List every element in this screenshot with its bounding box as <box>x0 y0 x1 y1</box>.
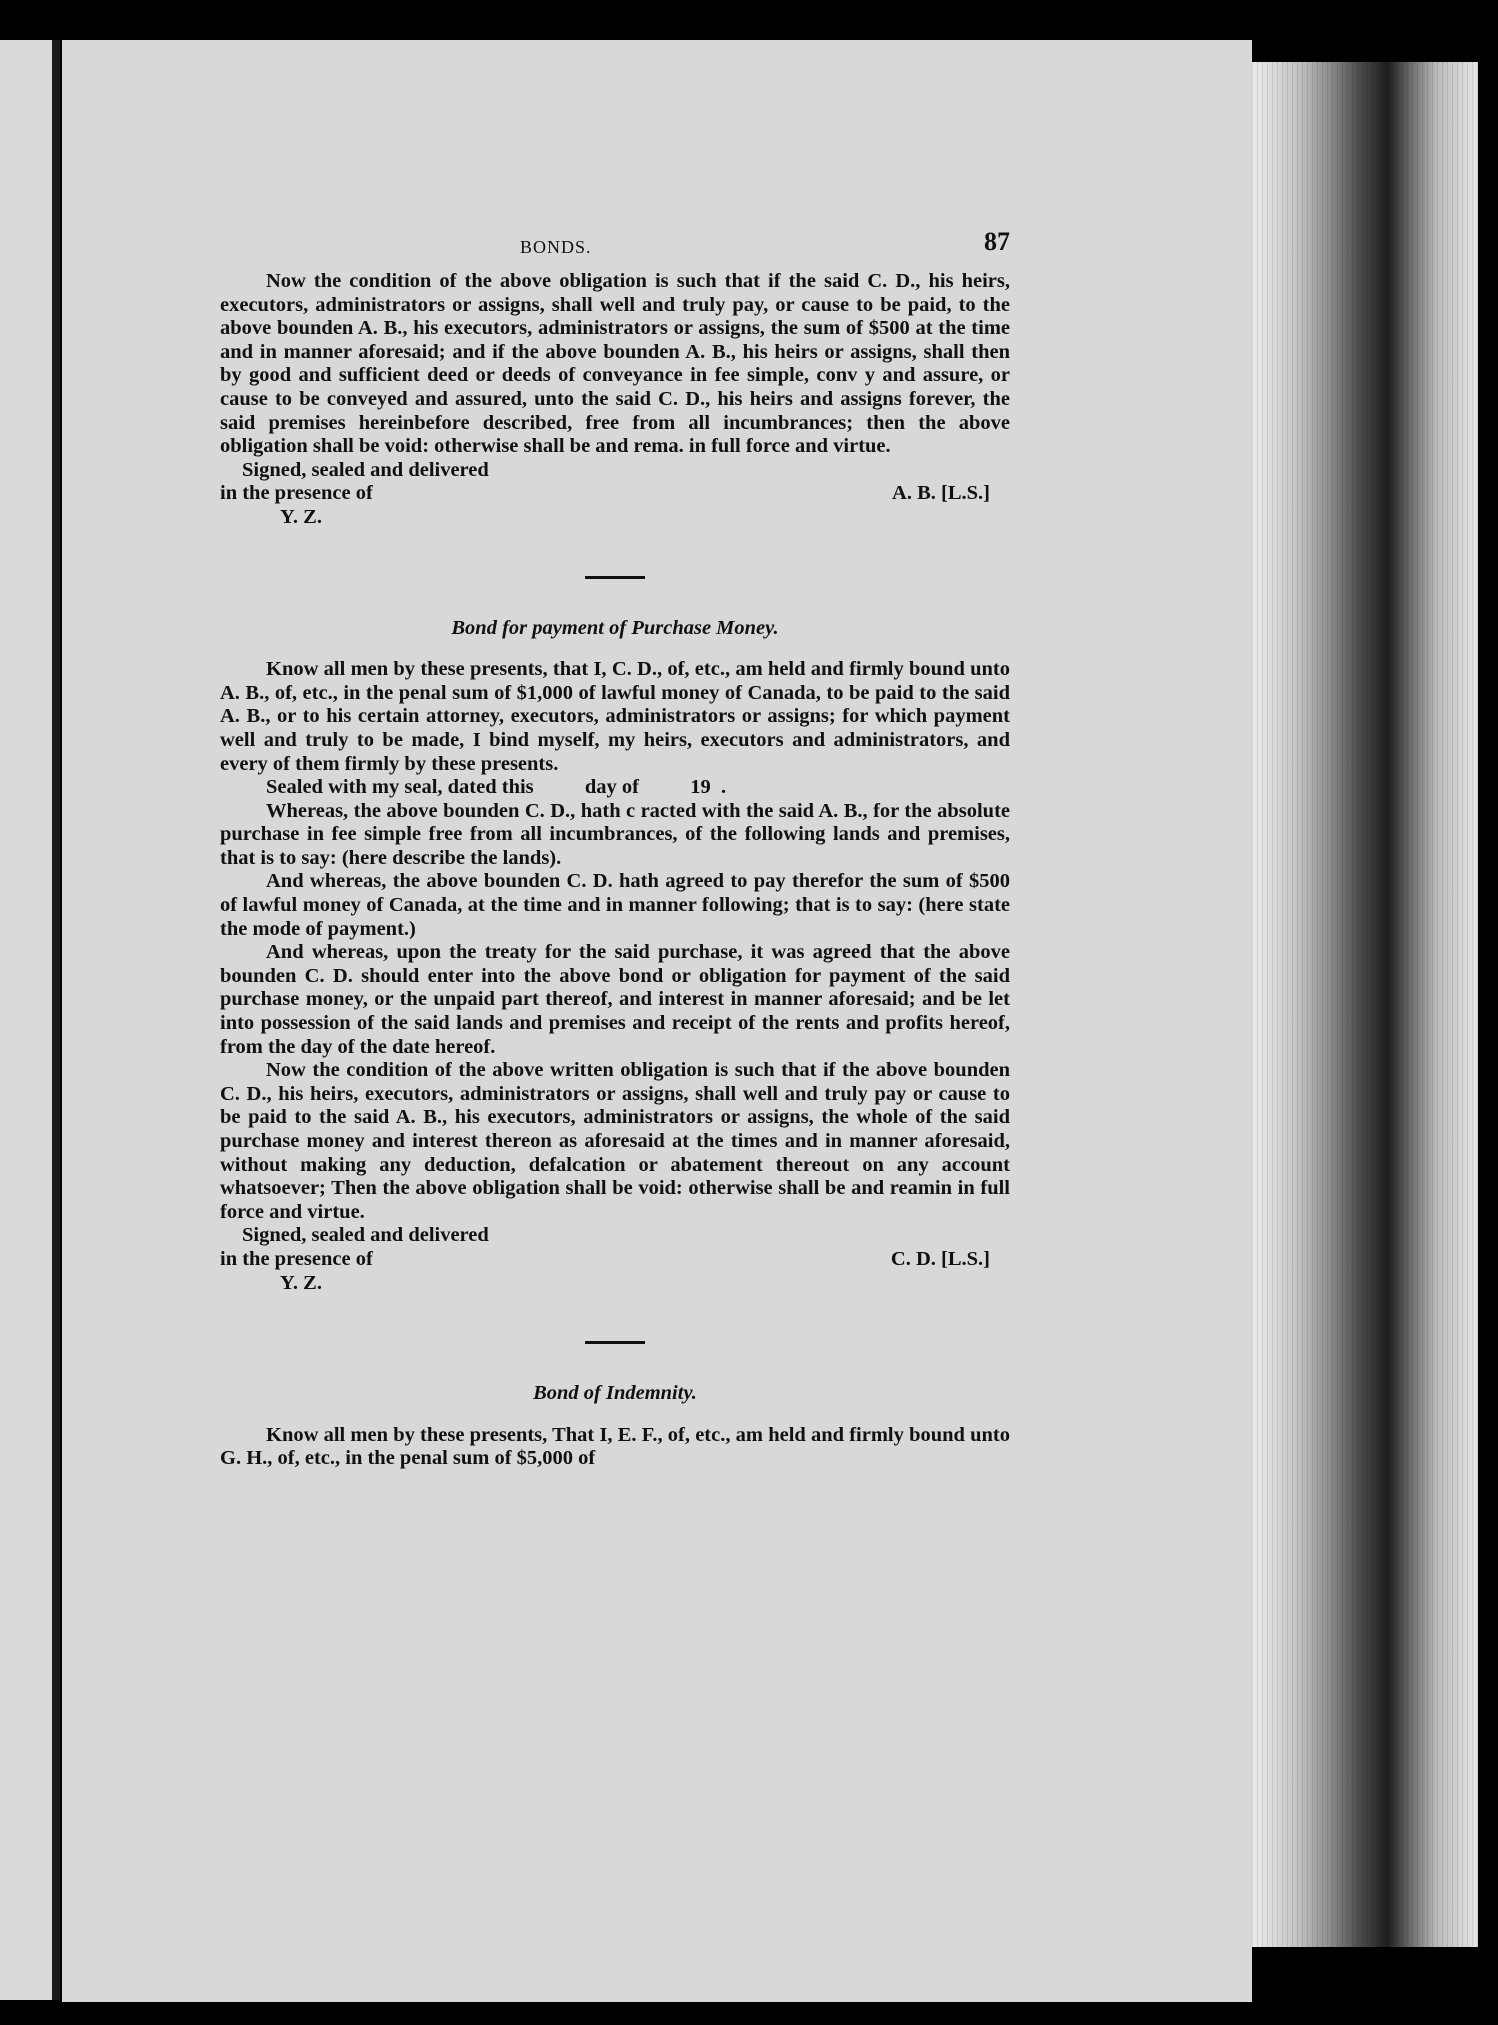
witness: Y. Z. <box>280 1271 322 1294</box>
signature-block-1 <box>220 459 1010 530</box>
whereas-paragraph: And whereas, the above bounden C. D. hath agreed to pay therefor the sum of $500 of lawful money of Canada, at the time and in manner following; that is to say: (here state the mode of payment.) <box>220 870 1010 940</box>
facing-page-edge <box>0 40 60 2000</box>
bond-paragraph: Know all men by these presents, that I, C. D., of, etc., am held and firmly bound unto A. B., of, etc., in the penal sum of $1,000 of lawful money of Canada, to be paid to the said A. B., or to his certain attorney, executors, administrators or assigns; for which payment well and truly to be made, I bind myself, my heirs, executors and administrators, and every of them firmly by these presents. <box>220 658 1010 775</box>
section-divider <box>585 1341 645 1344</box>
whereas-paragraph: And whereas, upon the treaty for the said purchase, it was agreed that the above bounden C. D. should enter into the above bond or obligation for payment of the said purchase money, or the unpaid part thereof, and interest in manner aforesaid; and be let into possession of the said lands and premises and receipt of the rents and profits hereof, from the day of the date hereof. <box>220 941 1010 1058</box>
signed-line: Signed, sealed and delivered <box>242 458 489 481</box>
presence-line: in the presence of <box>220 482 373 505</box>
condition-paragraph: Now the condition of the above written obligation is such that if the above bounden C. D., his heirs, executors, administrators or assigns, shall well and truly pay or cause to be paid to the said A. B., his executors, administrators or assigns, the whole of the said purchase money and interest thereon as aforesaid at the times and in manner aforesaid, without making any deduction, defalcation or abatement thereout on any account whatsoever; Then the above obligation shall be void: otherwise shall be and reamin in full force and virtue. <box>220 1059 1010 1223</box>
section-heading: Bond of Indemnity. <box>533 1382 697 1405</box>
section-heading: Bond for payment of Purchase Money. <box>451 616 779 639</box>
signed-line: Signed, sealed and delivered <box>242 1224 489 1247</box>
signature-block-2 <box>220 1224 1010 1295</box>
sealed-paragraph: Sealed with my seal, dated this day of 19 . <box>266 776 727 799</box>
page-number: 87 <box>984 227 1010 256</box>
section-divider <box>585 576 645 579</box>
page-header <box>220 227 1010 270</box>
witness: Y. Z. <box>280 505 322 528</box>
page-text <box>220 227 1010 1471</box>
presence-line: in the presence of <box>220 1247 373 1270</box>
page-stack-edge <box>1252 62 1478 1947</box>
signatory: A. B. [L.S.] <box>892 482 990 505</box>
condition-paragraph: Now the condition of the above obligation is such that if the said C. D., his heirs, executors, administrators or assigns, shall well and truly pay, or cause to be paid, to the above bounden A. B., his executors, administrators or assigns, the sum of $500 at the time and in manner aforesaid; and if the above bounden A. B., his heirs or assigns, shall then by good and sufficient deed or deeds of conveyance in fee simple, conv y and assure, or cause to be conveyed and assured, unto the said C. D., his heirs and assigns forever, the said premises hereinbefore described, free from all incumbrances; then the above obligation shall be void: otherwise shall be and rema. in full force and virtue. <box>220 270 1010 458</box>
indemnity-paragraph: Know all men by these presents, That I, E. F., of, etc., am held and firmly bound unto G. H., of, etc., in the penal sum of $5,000 of <box>220 1423 1010 1470</box>
signatory: C. D. [L.S.] <box>890 1247 990 1270</box>
running-head: BONDS. <box>520 237 592 257</box>
whereas-paragraph: Whereas, the above bounden C. D., hath c racted with the said A. B., for the absolute purchase in fee simple free from all incumbrances, of the following lands and premises, that is to say: (here describe the lands). <box>220 799 1010 869</box>
